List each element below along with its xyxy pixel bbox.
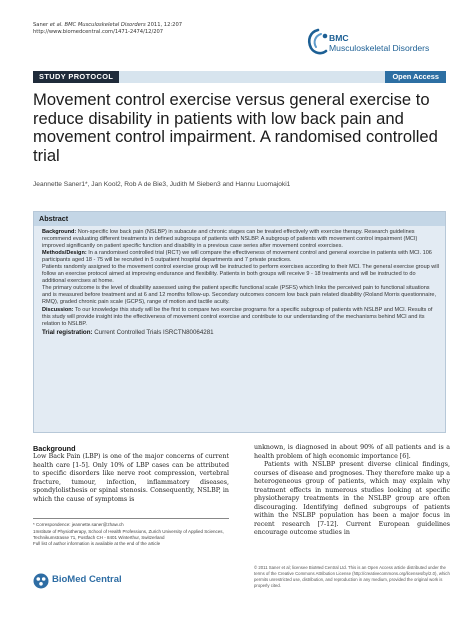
citation-prefix: Saner	[33, 22, 50, 28]
bmc-swirl-icon	[305, 28, 331, 56]
abstract-methods-label: Methods/Design:	[42, 250, 87, 257]
publisher-name: BioMed Central	[52, 574, 122, 585]
abstract-discussion-label: Discussion:	[42, 306, 74, 313]
abstract-methods-p2: Patients randomly assigned to the movement control exercise group will be instructed to perform exercises according to their MCI. The general exercise group will follow an exercise protocol aimed at improving endurance and flexibility. Patients in both groups will receive 9 - 18 treatments and will be instructed to do additional exercises at home.	[42, 264, 439, 285]
abstract-background	[42, 229, 440, 250]
citation-line	[33, 22, 182, 29]
abstract-methods-p3: The primary outcome is the level of disability assessed using the patient specific functional scale (PSFS) which links the perceived pain to functional situations and is measured before treatment and at 6 and 12 months follow-up. Secondary outcomes concern low back pain related disability (Roland Morris questionnaire, RMQ), graded chronic pain scale (GCPS), range of motion and tactile acuity.	[42, 285, 437, 306]
body-column-left	[33, 444, 229, 504]
journal-logo	[305, 28, 445, 58]
article-type-band	[33, 71, 446, 83]
trial-registration-text: Current Controlled Trials ISRCTN80064281	[92, 328, 214, 336]
body-paragraph: unknown, is diagnosed in about 90% of all patients and is a health problem of high economic importance [6].	[254, 444, 450, 460]
abstract-methods	[42, 250, 440, 264]
citation-volume: 2011, 12:207	[145, 22, 183, 28]
journal-name-title: Musculoskeletal Disorders	[329, 43, 430, 53]
copyright-notice: © 2011 Saner et al; licensee BioMed Central Ltd. This is an Open Access article distributed under the terms of the Creative Commons Attribution License (http://creativecommons.org/licenses/by/2.0), which permits unrestricted use, distribution, and reproduction in any medium, provided the original work is properly cited.	[254, 565, 450, 588]
footnotes	[33, 518, 229, 548]
abstract-discussion	[42, 307, 440, 328]
body-paragraph: Low Back Pain (LBP) is one of the major concerns of current health care [1-5]. Only 10% of LBP cases can be attributed to specific disorders like nerve root compression, vertebral fracture, tumour, infection, inflammatory diseases, spondylolisthesis or spinal stenosis. Consequently, NSLBP, in which the cause of symptoms is	[33, 453, 229, 503]
article-type-label: STUDY PROTOCOL	[33, 71, 119, 83]
trial-registration-label: Trial registration:	[42, 328, 93, 336]
abstract-discussion-text: To our knowledge this study will be the first to compare two exercise programs for a specific subgroup of patients with NSLBP and MCI. Results of this study will provide insight into the effectiveness of movement control exercise and contribute to our understanding of the mechanisms behind MCI and its relation to NSLBP.	[42, 306, 433, 327]
body-paragraph: Patients with NSLBP present diverse clinical findings, courses of disease and prognoses. They therefore make up a heterogeneous group of patients, which may explain why treatment effects in numerous studies looking at specific physiotherapy treatments in the NSLBP group are often discouraging. Identifying defined subgroups of patients within the NSLBP population has been a major focus in recent research [7-12]. Current European guidelines encourage outcome studies in	[254, 461, 450, 537]
abstract-trial-registration	[42, 329, 440, 336]
citation-url[interactable]: http://www.biomedcentral.com/1471-2474/12/207	[33, 29, 164, 35]
section-heading-background: Background	[33, 444, 76, 453]
citation-journal: et al. BMC Musculoskeletal Disorders	[49, 22, 146, 28]
abstract-background-text: Non-specific low back pain (NSLBP) in subacute and chronic stages can be treated effectively with exercise therapy. Research guidelines recommend evaluating different treatments in defined subgroups of patients with NSLBP. A subgroup of patients with movement control impairment (MCI) improved significantly on patient specific function and disability in a previous case series after movement control exercises.	[42, 229, 418, 250]
open-access-badge: Open Access	[385, 71, 446, 83]
footnote-affiliation: 1Institute of Physiotherapy, School of Health Professions, Zurich University of Applied Sciences, Technikumstrasse 71, Postfach CH - 8401 Winterthur, Switzerland	[33, 528, 224, 540]
footnote-more-info: Full list of author information is available at the end of the article	[33, 541, 161, 546]
publisher-logo	[33, 572, 153, 592]
journal-name-bmc: BMC	[329, 33, 349, 43]
journal-name	[329, 33, 429, 53]
abstract-methods-text: In a randomised controlled trial (RCT) we will compare the effectiveness of movement control and general exercise in patients with MCI. 106 participants aged 18 - 75 will be recruited in 5 outpatient hospital departments and 7 private practices.	[42, 250, 432, 264]
author-list: Jeannette Saner1*, Jan Kool2, Rob A de Bie3, Judith M Sieben3 and Hannu Luomajoki1	[33, 181, 291, 188]
abstract-heading: Abstract	[34, 212, 445, 226]
biomed-central-icon	[33, 573, 49, 589]
abstract-box	[33, 211, 446, 433]
article-title: Movement control exercise versus general exercise to reduce disability in patients with low back pain and movement control impairment. A randomised controlled trial	[33, 90, 438, 165]
abstract-background-label: Background:	[42, 229, 77, 235]
abstract-body	[42, 229, 440, 336]
footnote-correspondence[interactable]: * Correspondence: jeannette.saner@zhaw.ch	[33, 522, 124, 527]
citation-header	[33, 22, 182, 36]
body-column-right	[254, 444, 450, 538]
